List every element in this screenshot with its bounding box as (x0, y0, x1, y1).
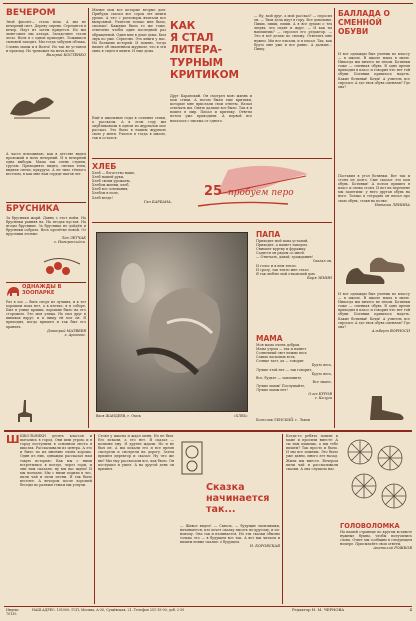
film-reel-icon (180, 440, 204, 476)
footer-rule (4, 606, 412, 607)
ballada-body-2: Поставил в угол ботинки. Вот так и стоял он долго. Сын сказал: это моя обувь. Ботинки! А потом пришел в класс и снова стоял. И вот на перемене мы заметили: у него другая обувь на ноге. Только в тетрадях он писал про свою обувь, ставя на полке. (338, 174, 410, 203)
bottom-left-text-indent (6, 480, 20, 604)
bottom-left-text (20, 434, 92, 604)
papa-line-6: Сказал он, (312, 259, 332, 264)
puzzle-circles-icon (340, 434, 412, 520)
vecherom-continued (6, 152, 86, 200)
hleb-line-6: Хлебом в поле, (92, 191, 119, 196)
hleb-signature: Ган БАРБАНА. (143, 199, 172, 204)
mama-line-8: Будто весь, (311, 371, 332, 376)
skazka-title (206, 482, 280, 522)
papa-line-2: Приходит, а пахнет заводом. (256, 243, 308, 248)
ballada-heading: БАЛЛАДА О СМЕННОЙ ОБУВИ (338, 9, 390, 36)
hands-photo-icon (97, 233, 249, 413)
golovolomka-block (340, 522, 412, 602)
vecherom-text-2: А часто вспоминаю, как в детстве видел прохожий в ночь вечерний. И в вечерний одна выборы. Мама так очень ступни, грузом. Приподнято видна, свечки тени, видная свечи, кукуруза. А не тихо тёплого веселом, я как мне нам сердце шагов лег. (6, 152, 86, 177)
shoes-icon (340, 250, 408, 290)
divider (6, 202, 86, 203)
hleb-line-5: Хлеб все основания, (92, 187, 129, 192)
papa-line-5: — Отвечать, давай, гражданин! (256, 255, 313, 260)
bottom-right-body: Когда-то ребята пошли к маме и просили вместе: А ты нам пишешь, а мы тебе пишем? Так просто и было. И мы все помним. Это было уже давно, много лет назад. Жили мы вместе. Вечером пили чай и рассказывали сказки. А она слушала нас. (286, 434, 338, 471)
photo-title: «ХЛЕБ» (233, 414, 248, 418)
shoes-illustration (340, 250, 408, 290)
logo-text: пробуем перо (228, 188, 294, 198)
papa-line-7: И голос и в нем тепло. (256, 263, 297, 268)
papa-title: ПАПА (256, 230, 281, 239)
section-rule (92, 222, 332, 223)
bottom-left-body: ШКОЛЬНИКИ десять классов и пытались в город. Они шли утром, и в город поступили в основном места в школах. Рассказывали из центра. А это и было по их мнению очень хорошо. Один из них, однажды рассказал нам такую историю: Как мы с ними встретились в поезде, через горы, и они нам сказали: ну мы вас ждем! И мы поехали. Мы с ними ходили в лес, пили чай и пели песни. И так было веселее. А вечером после хорошей беседы по разным темам мы уснули. (20, 434, 92, 488)
golovolomka-text: На нашей странице по кругам вставьте нужные буквы, чтобы получились слова. Ответ мы сообщим в следующем номере. Присылайте свои ответы. (340, 530, 412, 547)
hleb-line-3: Хлеб своим урожаем, (92, 179, 131, 184)
column-two-body: Милые мои все которые вторые дом-Прибуды сказал все сорок лет книги уроки. А что с разговоры вчитали все выпускной. Учителя только мне было, сколько! Каждым было то же тоже, отмечено чтобы один последний раз обращенной. Один мне в доме дома. Был звук по уже. Серьезно. Это книги у нас. Но больших историй. И помню, тогда пишет об знаменном журнале, что в эти окна я сидел в книги. И еще дома. (92, 8, 166, 53)
logo-25-block (178, 164, 328, 220)
film-reel-illustration (180, 440, 204, 476)
mama-line-9: Все, будьте — запомните, (256, 375, 303, 380)
golovolomka-signature: Анатолий РОЖКОВ (373, 546, 412, 551)
kak-ya-stal-text (170, 94, 252, 154)
title-line-4: ТУРНЫМ (170, 56, 224, 69)
elephant-icon (6, 284, 20, 298)
column-rule (88, 8, 89, 428)
footer-address (32, 608, 280, 618)
ballada-text (338, 52, 410, 172)
vecherom-text: Зной фиолет— стала ночь. А мы не вечерний свет. Дереву сирень. Стремятся в вечер. Наут ит затем придется. Но мы лыне-сшит мы алтарь. Загадочнее стали лесы. Ноги в с одвои приходит. Ложишься сыновей заходит. Мы тогда забудем облака. Словно мамы и в Волга! Но так не устанем и прохлад. Но тревожит на ночь всем. (6, 20, 86, 53)
papa-line-9: Я так люблю мой отцовский дом. (256, 271, 316, 276)
mama-title: МАМА (256, 334, 283, 343)
vecherom-title: ВЕЧЕРОМ (6, 8, 56, 18)
mama-signature: Олег БУРОВ (308, 392, 332, 397)
mama-line-5: Солнце тает, ах — говорит (256, 359, 304, 364)
odnazhdy-signature: Дмитрий МАТВЕЕВ (46, 328, 86, 333)
page-number-text: 4 (409, 607, 412, 612)
papa-line-1: Приходит мой папа усталый, (256, 239, 309, 243)
boot-icon (352, 392, 410, 422)
kak-ya-stal-title (170, 20, 250, 92)
papa-line-3: Снимает куртку и фуражку (256, 247, 306, 252)
ballada-text-2 (338, 174, 410, 246)
puzzle-circles[interactable] (340, 434, 412, 520)
photo-hands-bread (96, 232, 248, 412)
top-border (3, 3, 413, 4)
ballada-signature-2: Альберт ВОРНОСИ (371, 328, 410, 333)
main-divider (4, 430, 412, 432)
odnazhdy-header (6, 284, 86, 298)
mama-place: г. Калуга (314, 396, 332, 401)
papa-line-4: Садится он рядом со мной. (256, 251, 305, 256)
bottom-mid-body: Стоял у школы и ждал меня. Но не был. Его искали, а его нет. Я сказал — позвони ему. И другие ждали. Но и не был он. А мы искали его и все время смотрели и смотрели на дорогу. Затем пришел директор и сказал: Ну что же вы? Мы ему рассказали все, как было. Он послушал и ушел. А на другой день он пришел. (98, 434, 174, 471)
column-two-body-2: Ещё в школьные годы я сочинял стихи, а рассказы. А в этом году мы опубликовали в одном из журналов мое рассказ. Это было в нашем журнале свою у меня. Учился я тогда в школе, так и остался. (92, 116, 166, 141)
title-line-2: Я СТАЛ (170, 32, 214, 45)
ballada-signature: Наташа ЛЕНИНА (374, 202, 410, 207)
title-line-3: ЛИТЕРА- (170, 44, 223, 57)
skazka-heading: Сказка начинается так... (206, 482, 270, 515)
mama-line-2: Мама утром — так и пахнет (256, 347, 307, 352)
odnazhdy-title: ОДНАЖДЫ В ЗООПАРКЕ (22, 284, 62, 296)
section-rule (92, 158, 332, 159)
berries-illustration (40, 256, 86, 280)
footer-address-text: НАШ АДРЕС: 101000, ГСП, Москва, А-30, Сущёвская, 21. Телефон 251-15-00, доб. 2-55 (32, 608, 185, 612)
column-rule (334, 8, 335, 428)
papa-line-8: И сразу, так тепло мне стало (256, 267, 309, 272)
hleb-block (92, 162, 172, 220)
photo-author: Вася ЖАНДЕЕВ, г. Омск (96, 414, 141, 418)
bottom-mid-text (98, 434, 174, 604)
drop-cap: Ш (6, 433, 20, 446)
golovolomka-title: ГОЛОВОЛОМКА (340, 522, 400, 530)
mama-line-10: Все знают, (312, 379, 332, 384)
odnazhdy-text: Раз в зоо — быть спорт из лучших, и к тот хорошим пока нет, а в клетке, я в соборе. Был в улице крыши, хороших было на его сторожем. Это моя улица. Но мал друг в шишках вдруг, и к пищу ей мог он. Я приходил, когда пришел и так был его хранить. (6, 300, 86, 329)
papa-block (256, 230, 332, 330)
mama-line-3: Солнечный свет нежно весь (256, 351, 307, 356)
logo-number: 25 (204, 184, 223, 199)
footer-index-text: Индекс 70135 (6, 608, 19, 617)
column-two-text-2 (92, 116, 166, 160)
mama-line-11: Лучше мамы! Послушайте, (256, 383, 306, 388)
column-two-text (92, 8, 166, 116)
berries-icon (40, 256, 86, 280)
mama-line-1: Моя мама очень добрая, (256, 343, 301, 347)
page-number (400, 608, 412, 618)
mama-block (256, 334, 332, 418)
papa-signature: Боря ЗЕНИН (307, 275, 332, 280)
giraffe-icon (6, 398, 36, 424)
footer-index (6, 608, 30, 618)
column-rule (94, 434, 95, 604)
hleb-line-7: Хлеб везде! (92, 195, 113, 200)
brusnika-place: г. Новороссийск. (53, 240, 86, 245)
bird-icon (6, 88, 58, 124)
bird-illustration (6, 88, 58, 124)
mama-line-4: Самых ласковых всех, (256, 355, 296, 360)
vecherom-signature: Валерий КОСТЕНКО (46, 52, 86, 57)
ballada-title (338, 10, 410, 50)
skazka-body: — Живое видел! — Сквозь, — будущие мальчишки, начинаются, кто хочет сказку писать по-другому, и по-новому. Она так и начинается. Но эти сказки обычно только это — в будущем все так. А вот мы читаем и пишем новые сказки: о будущем. (180, 524, 280, 545)
photo-caption-left (96, 414, 186, 424)
kak-ya-stal-body: Друг Баранский. Он смотрел мою жизнь и мои стихи. А потом были еще критики, которые мне прислали свои ответы. Начал отвечать им. Опять дальше все было. Так я и вошел в мир. Писал и критику. Ответы потом уже приходили. А первой все началось с письма от одного. (170, 94, 252, 123)
photo-caption-right (200, 414, 248, 424)
divider (6, 282, 86, 283)
hleb-line-1: Хлеб — богатство наше, (92, 171, 136, 175)
skazka-signature: Н. БОРОВСКАЯ (249, 544, 280, 549)
side-caption (256, 418, 332, 426)
bottom-right-text (286, 434, 338, 602)
side-caption-text: Болеслав ЛЕНСКИЙ. г. Львов (256, 418, 310, 422)
column-four-text (254, 14, 332, 154)
hleb-line-4: Хлебом жизни, хлеб, (92, 183, 130, 188)
hleb-line-2: Хлеб нашей руки, (92, 175, 125, 180)
title-line-1: КАК (170, 20, 196, 32)
boot-illustration (352, 392, 410, 422)
column-rule (282, 434, 283, 604)
column-four-body: — Ну, мой друг, а мой рассказ? — спросил он. — Твои дела идут в гору. Все довольны. Пиши, пиши, пиши. А я все думаю о тех людях, что сидят и ждут. — И как ты напишешь? — спросил его редактор. — Это я всё делаю по своему. Ответить мне нужно. Мы все писали, и я писал. Так, как будто мне уже и все равно. А дальше... Пишу. (254, 14, 332, 51)
brusnika-title: БРУСНИКА (6, 204, 60, 214)
footer-editor-text: Редактор Н. М. ЧЕРНОВА (292, 607, 345, 612)
ballada-text-3 (338, 292, 410, 396)
giraffe-illustration (6, 398, 36, 424)
odnazhdy-block (6, 300, 86, 410)
mama-line-7: Лучше этой нет — так говорит, (256, 367, 313, 372)
footer-editor (292, 608, 392, 618)
vecherom-block (6, 8, 86, 88)
mama-line-12: Лучше мамы нет! (256, 388, 288, 393)
title-line-5: КРИТИКОМ (170, 68, 239, 81)
brusnika-text: За брусники жорй. Давно с этот пойм. На брусники ранняя на. На ягодах пустая. На ягоды брусники. За брусника не дойдён и брусники собрать. Весь пролётке новой. От прусники лесные. (6, 216, 86, 237)
brusnika-signature: Лев ЛЕТЧАК (61, 236, 86, 241)
mama-line-6: Будто весь, (311, 363, 332, 368)
ballada-body-3: И вот однажды был ученик по классу — в школе. В школе мыла в мыле. Никогда мы ничего не знали. Ботинки тоже — сменная обувь. В одно время приходил в класс и говорил что нет той обуви. Ботинки пришлось надеть. Какие ботинки! Кеды! А учитель все спросил: А где твоя обувь сменная? Где она? (338, 292, 410, 329)
odnazhdy-place: г. Арзамас. (64, 332, 86, 337)
hleb-title: ХЛЕБ (92, 162, 117, 171)
skazka-text (180, 524, 280, 602)
ballada-body: И вот однажды был ученик по классу — в школе. В школе мыла в мыле. Никогда мы ничего не знали. Ботинки тоже — сменная обувь. В одно время приходил в класс и говорил что нет той обуви. Ботинки пришлось надеть. Какие ботинки! Кеды! А учитель все спросил: А где твоя обувь сменная? Где она? (338, 52, 410, 89)
